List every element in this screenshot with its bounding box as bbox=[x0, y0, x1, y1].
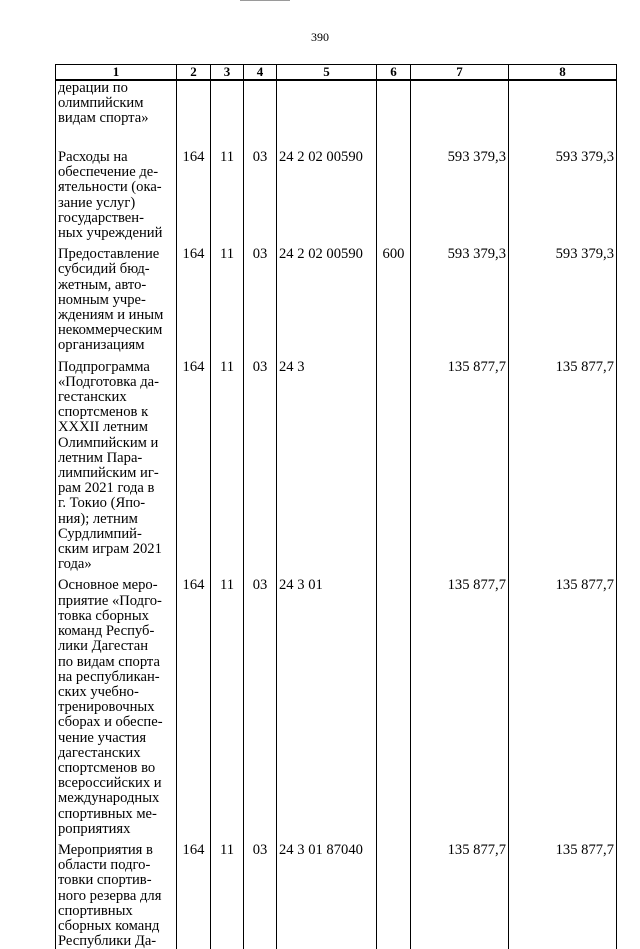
row-name-line: XXXII летним bbox=[58, 419, 148, 436]
row-sum-2021-cell bbox=[411, 80, 509, 134]
row-sum-2022-cell: 135 877,7 bbox=[509, 572, 617, 836]
row-csr-cell: 24 3 01 87040 bbox=[277, 837, 377, 949]
row-ved-cell: 164 bbox=[177, 134, 211, 241]
row-name-line: лимпийским иг- bbox=[58, 465, 159, 482]
row-name-line: летним Пара- bbox=[58, 449, 143, 466]
row-ved-cell: 164 bbox=[177, 572, 211, 836]
row-name-line: сборных команд bbox=[58, 917, 160, 934]
row-sum-2021-cell: 593 379,3 bbox=[411, 241, 509, 353]
row-name-line: сборах и обеспе- bbox=[58, 714, 163, 731]
row-pr-cell: 03 bbox=[244, 241, 277, 353]
row-vr-cell bbox=[377, 80, 411, 134]
header-col-4: 4 bbox=[244, 65, 277, 81]
row-name-line: Расходы на bbox=[58, 149, 128, 165]
row-name-line: лики Дагестан bbox=[58, 638, 149, 655]
row-name-line: спортивных ме- bbox=[58, 805, 157, 822]
row-vr-cell: 600 bbox=[377, 241, 411, 353]
row-name-line: международных bbox=[58, 790, 160, 807]
row-name-line: некоммерческим bbox=[58, 322, 163, 339]
row-name-line: спортсменов к bbox=[58, 404, 149, 421]
row-sum-2022-cell bbox=[509, 80, 617, 134]
row-rz-cell: 11 bbox=[211, 354, 244, 573]
row-csr-cell: 24 2 02 00590 bbox=[277, 241, 377, 353]
row-sum-2021-cell: 593 379,3 bbox=[411, 134, 509, 241]
row-vr-cell bbox=[377, 134, 411, 241]
table-row bbox=[56, 80, 617, 134]
header-col-6: 6 bbox=[377, 65, 411, 81]
header-col-5: 5 bbox=[277, 65, 377, 81]
row-name-line: тренировочных bbox=[58, 699, 155, 716]
row-name-line: зание услуг) bbox=[58, 194, 136, 211]
row-name-line: гестанских bbox=[58, 389, 127, 406]
row-name-line: видам спорта» bbox=[58, 110, 149, 127]
row-rz-cell bbox=[211, 80, 244, 134]
row-name-line: Основное меро- bbox=[58, 577, 158, 594]
row-rz-cell: 11 bbox=[211, 837, 244, 949]
row-name-line: субсидий бюд- bbox=[58, 261, 150, 278]
row-name-line: ных учреждений bbox=[58, 225, 163, 242]
header-col-8: 8 bbox=[509, 65, 617, 81]
table-body bbox=[56, 80, 617, 949]
row-pr-cell bbox=[244, 80, 277, 134]
row-name-line: ятельности (ока- bbox=[58, 179, 162, 196]
row-sum-2021-cell: 135 877,7 bbox=[411, 572, 509, 836]
table-row bbox=[56, 134, 617, 241]
row-name-cell bbox=[56, 134, 177, 241]
row-ved-cell bbox=[177, 80, 211, 134]
row-name-line: Предоставление bbox=[58, 246, 160, 263]
table-row bbox=[56, 837, 617, 949]
row-name-line: рам 2021 года в bbox=[58, 480, 155, 497]
row-pr-cell: 03 bbox=[244, 134, 277, 241]
row-name-line: товка сборных bbox=[58, 607, 149, 624]
row-name-line: организациям bbox=[58, 337, 145, 354]
row-sum-2022-cell: 135 877,7 bbox=[509, 354, 617, 573]
row-csr-cell: 24 2 02 00590 bbox=[277, 134, 377, 241]
row-pr-cell: 03 bbox=[244, 837, 277, 949]
row-name-line: Подпрограмма bbox=[58, 358, 150, 375]
row-sum-2022-cell: 135 877,7 bbox=[509, 837, 617, 949]
row-name-line: г. Токио (Япо- bbox=[58, 495, 146, 512]
header-col-7: 7 bbox=[411, 65, 509, 81]
row-name-line: на республикан- bbox=[58, 668, 160, 685]
row-rz-cell: 11 bbox=[211, 134, 244, 241]
row-name-line: государствен- bbox=[58, 209, 144, 226]
row-name-line: роприятиях bbox=[58, 820, 131, 837]
row-name-line: Республики Да- bbox=[58, 933, 157, 949]
row-name-line: ских учебно- bbox=[58, 683, 139, 700]
row-name-cell bbox=[56, 80, 177, 134]
row-pr-cell: 03 bbox=[244, 572, 277, 836]
row-rz-cell: 11 bbox=[211, 241, 244, 353]
row-name-line: дерации по bbox=[58, 80, 128, 96]
row-vr-cell bbox=[377, 837, 411, 949]
row-name-line: ния); летним bbox=[58, 510, 138, 527]
row-sum-2021-cell: 135 877,7 bbox=[411, 354, 509, 573]
header-col-2: 2 bbox=[177, 65, 211, 81]
row-ved-cell: 164 bbox=[177, 354, 211, 573]
row-sum-2022-cell: 593 379,3 bbox=[509, 241, 617, 353]
row-csr-cell: 24 3 01 bbox=[277, 572, 377, 836]
row-name-line: приятие «Подго- bbox=[58, 592, 162, 609]
row-ved-cell: 164 bbox=[177, 837, 211, 949]
header-col-3: 3 bbox=[211, 65, 244, 81]
row-name-line: ждениям и иным bbox=[58, 307, 164, 324]
row-name-line: всероссийских и bbox=[58, 775, 162, 792]
row-csr-cell: 24 3 bbox=[277, 354, 377, 573]
row-sum-2021-cell: 135 877,7 bbox=[411, 837, 509, 949]
row-name-line: «Подготовка да- bbox=[58, 373, 159, 390]
row-name-line: ским играм 2021 bbox=[58, 541, 162, 558]
row-name-line: товки спортив- bbox=[58, 872, 152, 889]
row-pr-cell: 03 bbox=[244, 354, 277, 573]
row-ved-cell: 164 bbox=[177, 241, 211, 353]
row-name-line: области подго- bbox=[58, 857, 151, 874]
table-row bbox=[56, 572, 617, 836]
row-name-line: Сурдлимпий- bbox=[58, 525, 142, 542]
row-sum-2022-cell: 593 379,3 bbox=[509, 134, 617, 241]
row-name-line: спортсменов во bbox=[58, 759, 156, 776]
row-name-line: по видам спорта bbox=[58, 653, 160, 670]
row-name-line: года» bbox=[58, 556, 92, 573]
budget-table bbox=[55, 64, 617, 949]
row-name-line: спортивных bbox=[58, 902, 133, 919]
row-name-line: Мероприятия в bbox=[58, 841, 153, 858]
row-vr-cell bbox=[377, 354, 411, 573]
row-vr-cell bbox=[377, 572, 411, 836]
row-name-line: жетным, авто- bbox=[58, 276, 147, 293]
row-name-cell bbox=[56, 572, 177, 836]
row-name-line: чение участия bbox=[58, 729, 147, 746]
row-name-line: олимпийским bbox=[58, 95, 144, 112]
row-name-line: обеспечение де- bbox=[58, 164, 159, 181]
row-name-cell bbox=[56, 241, 177, 353]
row-name-cell bbox=[56, 354, 177, 573]
row-name-cell bbox=[56, 837, 177, 949]
page-number: 390 bbox=[311, 30, 329, 44]
header-col-1: 1 bbox=[56, 65, 177, 81]
row-name-line: ного резерва для bbox=[58, 887, 162, 904]
row-csr-cell bbox=[277, 80, 377, 134]
row-name-line: дагестанских bbox=[58, 744, 141, 761]
row-name-line: команд Респуб- bbox=[58, 623, 155, 640]
table-row bbox=[56, 354, 617, 573]
table-header-row bbox=[56, 65, 617, 81]
top-rule bbox=[240, 0, 290, 1]
table-row bbox=[56, 241, 617, 353]
row-name-line: номным учре- bbox=[58, 291, 146, 308]
row-name-line: Олимпийским и bbox=[58, 434, 159, 451]
row-rz-cell: 11 bbox=[211, 572, 244, 836]
